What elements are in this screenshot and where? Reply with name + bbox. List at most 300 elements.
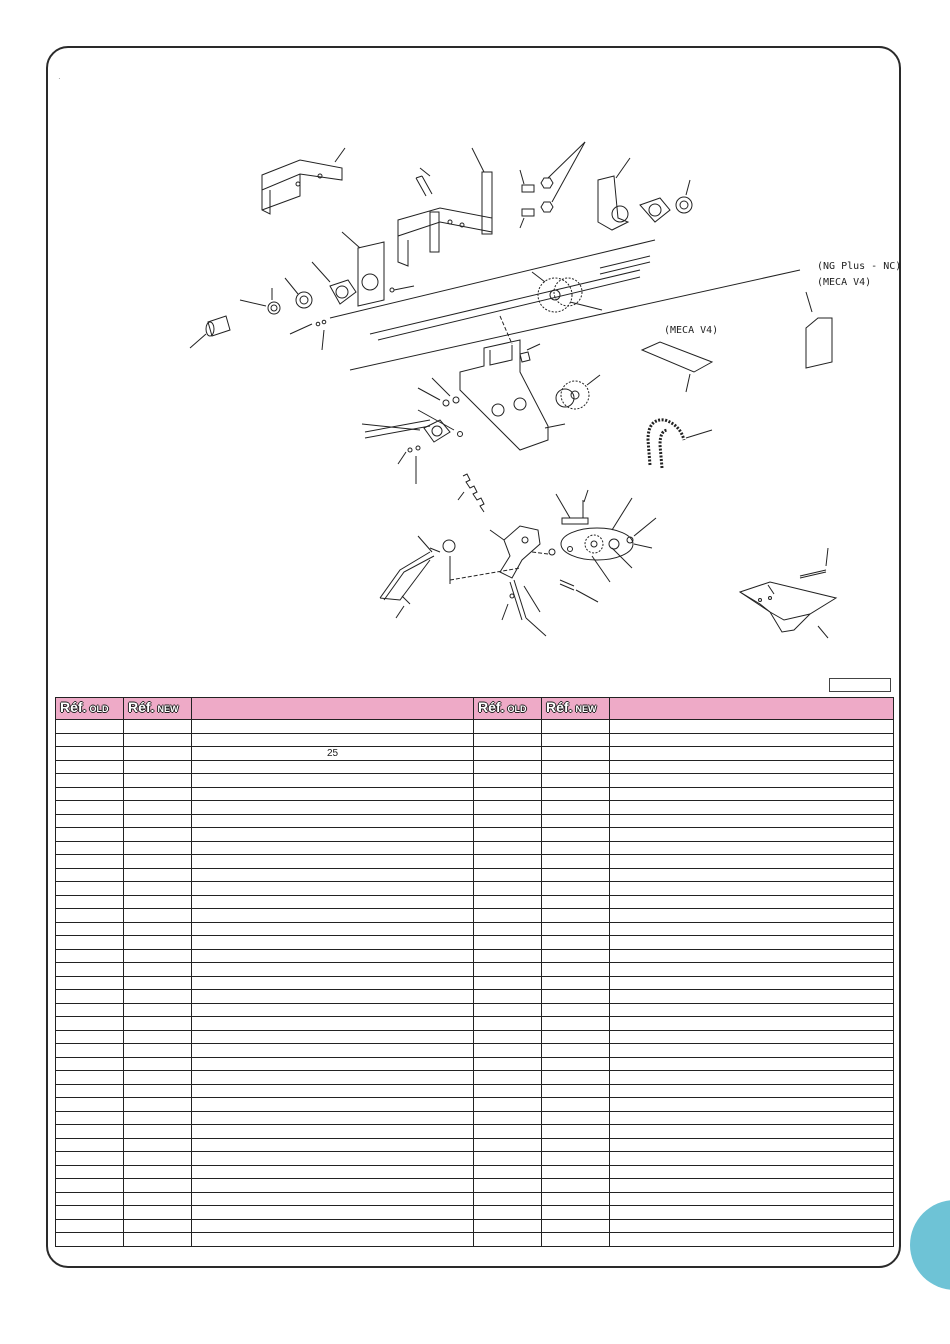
table-cell (192, 1003, 474, 1017)
table-cell (124, 882, 192, 896)
table-cell (474, 909, 542, 923)
table-cell (610, 1219, 894, 1233)
table-cell (192, 1071, 474, 1085)
table-cell (542, 949, 610, 963)
table-cell (610, 1057, 894, 1071)
gearbox-bearing (362, 378, 463, 484)
table-cell (474, 936, 542, 950)
table-cell (474, 1084, 542, 1098)
tension-spring (458, 474, 484, 512)
table-row (56, 1206, 894, 1220)
table-cell (474, 1003, 542, 1017)
table-cell (610, 936, 894, 950)
parts-table-body (56, 720, 894, 1247)
table-cell (192, 1084, 474, 1098)
table-cell (474, 1219, 542, 1233)
table-cell (542, 1044, 610, 1058)
table-row (56, 976, 894, 990)
table-cell (610, 990, 894, 1004)
table-cell (124, 1044, 192, 1058)
table-row (56, 774, 894, 788)
table-cell (610, 1179, 894, 1193)
table-row (56, 841, 894, 855)
table-cell (542, 909, 610, 923)
table-cell (56, 1125, 124, 1139)
table-cell (56, 1219, 124, 1233)
table-row (56, 814, 894, 828)
ng-plus-plate (806, 292, 832, 368)
table-cell (474, 1138, 542, 1152)
parts-table-header (56, 698, 894, 720)
table-cell (474, 1165, 542, 1179)
table-cell (124, 868, 192, 882)
table-cell (192, 1179, 474, 1193)
table-cell (610, 1098, 894, 1112)
col-ref-old-left: Réf. OLD (56, 698, 124, 720)
table-cell (542, 1192, 610, 1206)
pin-sprocket-group (532, 490, 656, 582)
table-cell (610, 733, 894, 747)
table-cell (192, 841, 474, 855)
table-cell (610, 1071, 894, 1085)
table-cell (192, 990, 474, 1004)
table-cell (124, 801, 192, 815)
table-row (56, 990, 894, 1004)
table-row (56, 1152, 894, 1166)
table-cell (610, 1192, 894, 1206)
table-row (56, 720, 894, 734)
table-cell (192, 1017, 474, 1031)
table-cell (124, 949, 192, 963)
table-cell (124, 1030, 192, 1044)
table-row (56, 1138, 894, 1152)
table-cell (542, 936, 610, 950)
table-cell (610, 922, 894, 936)
table-cell (124, 787, 192, 801)
table-cell (542, 1125, 610, 1139)
meca-v4-plate (642, 342, 712, 392)
label-ng-plus-nc: (NG Plus - NC) (817, 261, 902, 272)
table-cell (124, 1057, 192, 1071)
table-cell (192, 949, 474, 963)
table-cell (542, 747, 610, 761)
table-cell (56, 787, 124, 801)
table-cell (124, 1165, 192, 1179)
table-cell (192, 1152, 474, 1166)
table-cell (474, 747, 542, 761)
shaft-sprocket (532, 272, 602, 312)
table-cell (542, 855, 610, 869)
hopper-shoe (740, 548, 836, 638)
col-description-left (192, 698, 474, 720)
table-cell (474, 720, 542, 734)
table-row (56, 1057, 894, 1071)
table-cell (542, 720, 610, 734)
table-cell (56, 922, 124, 936)
table-cell (56, 760, 124, 774)
table-cell (610, 855, 894, 869)
table-cell (124, 760, 192, 774)
table-cell (56, 1111, 124, 1125)
table-row (56, 868, 894, 882)
table-cell (124, 720, 192, 734)
table-cell (610, 895, 894, 909)
table-cell (56, 1206, 124, 1220)
table-cell (610, 814, 894, 828)
table-cell (610, 1044, 894, 1058)
table-cell (56, 1057, 124, 1071)
table-cell (542, 1071, 610, 1085)
lever-assembly (380, 536, 520, 618)
table-cell (56, 1030, 124, 1044)
table-cell (542, 1152, 610, 1166)
table-cell (474, 828, 542, 842)
table-cell (124, 841, 192, 855)
table-cell (542, 1030, 610, 1044)
label-meca-v4-mid: (MECA V4) (664, 325, 719, 336)
table-cell (56, 1084, 124, 1098)
table-row (56, 936, 894, 950)
table-row (56, 855, 894, 869)
table-cell (542, 895, 610, 909)
table-cell (542, 976, 610, 990)
reference-box (829, 678, 891, 692)
table-cell (542, 1138, 610, 1152)
table-cell (192, 1030, 474, 1044)
table-cell (474, 963, 542, 977)
table-cell (192, 760, 474, 774)
table-cell (124, 1084, 192, 1098)
table-cell (124, 963, 192, 977)
table-row (56, 882, 894, 896)
table-cell (610, 747, 894, 761)
table-cell (56, 1098, 124, 1112)
table-cell (542, 733, 610, 747)
table-cell (474, 1098, 542, 1112)
table-cell (56, 1071, 124, 1085)
table-cell (56, 733, 124, 747)
table-cell (124, 895, 192, 909)
table-cell (56, 1179, 124, 1193)
table-cell (474, 976, 542, 990)
table-cell (474, 1233, 542, 1247)
table-row (56, 1003, 894, 1017)
table-cell (56, 1003, 124, 1017)
table-row (56, 828, 894, 842)
table-cell (542, 774, 610, 788)
table-cell (56, 720, 124, 734)
table-cell (542, 787, 610, 801)
table-cell (610, 1003, 894, 1017)
table-cell (56, 909, 124, 923)
table-cell (474, 1192, 542, 1206)
table-row (56, 1111, 894, 1125)
table-cell (542, 1017, 610, 1031)
table-cell (192, 895, 474, 909)
gear-cluster (545, 375, 600, 428)
corner-marker: · (58, 74, 61, 83)
table-cell (56, 828, 124, 842)
parts-table (55, 697, 894, 1247)
table-cell (610, 787, 894, 801)
table-cell (124, 1071, 192, 1085)
table-cell (610, 1152, 894, 1166)
table-cell (474, 1125, 542, 1139)
table-cell (474, 760, 542, 774)
table-cell (542, 1206, 610, 1220)
table-cell (610, 828, 894, 842)
top-bolts (520, 142, 585, 228)
table-cell (124, 976, 192, 990)
table-cell (474, 868, 542, 882)
table-row (56, 801, 894, 815)
table-cell (124, 814, 192, 828)
label-meca-v4-right: (MECA V4) (817, 277, 872, 288)
table-row (56, 787, 894, 801)
table-cell (56, 1192, 124, 1206)
table-cell (56, 949, 124, 963)
table-cell (542, 1165, 610, 1179)
table-row (56, 1165, 894, 1179)
table-row (56, 1179, 894, 1193)
table-cell (474, 855, 542, 869)
table-cell (542, 963, 610, 977)
table-cell (192, 855, 474, 869)
table-cell (542, 841, 610, 855)
table-cell (124, 922, 192, 936)
col-ref-old-right: Réf. OLD (474, 698, 542, 720)
table-cell (610, 949, 894, 963)
fork-bracket (490, 526, 598, 636)
top-left-bracket (262, 148, 345, 214)
table-cell (124, 855, 192, 869)
table-cell (542, 760, 610, 774)
table-cell (474, 1071, 542, 1085)
table-cell (542, 801, 610, 815)
table-cell (192, 787, 474, 801)
table-cell (56, 882, 124, 896)
col-ref-new-left: Réf. NEW (124, 698, 192, 720)
table-cell (192, 909, 474, 923)
table-cell (610, 720, 894, 734)
table-cell (542, 828, 610, 842)
table-cell (192, 868, 474, 882)
table-cell (124, 1192, 192, 1206)
table-cell (124, 774, 192, 788)
table-cell (610, 1125, 894, 1139)
table-cell (474, 922, 542, 936)
table-cell (610, 1111, 894, 1125)
table-cell (56, 1017, 124, 1031)
table-cell (56, 841, 124, 855)
table-cell (474, 1030, 542, 1044)
table-cell (124, 1138, 192, 1152)
table-cell (192, 922, 474, 936)
table-row (56, 747, 894, 761)
table-cell (192, 963, 474, 977)
table-cell (124, 1179, 192, 1193)
table-cell (542, 1219, 610, 1233)
table-cell (192, 720, 474, 734)
table-cell (192, 936, 474, 950)
table-row (56, 1192, 894, 1206)
table-cell (474, 774, 542, 788)
table-cell (56, 1165, 124, 1179)
table-cell (542, 1179, 610, 1193)
table-cell (610, 1030, 894, 1044)
table-cell (124, 747, 192, 761)
col-description-right (610, 698, 894, 720)
table-cell (56, 1152, 124, 1166)
table-cell (474, 895, 542, 909)
table-cell (474, 814, 542, 828)
table-cell (610, 868, 894, 882)
table-cell (192, 814, 474, 828)
right-bearing-plate (598, 158, 692, 230)
table-row (56, 949, 894, 963)
table-cell (474, 1111, 542, 1125)
table-cell (56, 1233, 124, 1247)
table-cell (124, 990, 192, 1004)
table-cell (56, 868, 124, 882)
table-cell (474, 1206, 542, 1220)
table-cell (192, 976, 474, 990)
table-cell (124, 909, 192, 923)
table-cell (124, 1152, 192, 1166)
table-row (56, 1098, 894, 1112)
table-cell (192, 1138, 474, 1152)
table-cell (56, 814, 124, 828)
table-cell (192, 1165, 474, 1179)
table-cell (56, 1138, 124, 1152)
table-cell (56, 990, 124, 1004)
table-cell (542, 1003, 610, 1017)
table-row (56, 1044, 894, 1058)
table-cell (192, 1233, 474, 1247)
table-cell (474, 882, 542, 896)
table-cell (192, 882, 474, 896)
table-cell (610, 801, 894, 815)
table-cell (124, 828, 192, 842)
table-cell (192, 828, 474, 842)
table-cell (192, 1111, 474, 1125)
table-cell (610, 909, 894, 923)
table-row (56, 760, 894, 774)
table-cell (56, 774, 124, 788)
left-bearing-assembly (190, 232, 414, 350)
table-cell (542, 1084, 610, 1098)
table-cell (56, 895, 124, 909)
table-cell (124, 1219, 192, 1233)
table-cell (124, 1017, 192, 1031)
table-cell (474, 787, 542, 801)
central-frame (398, 148, 492, 266)
table-cell (124, 1111, 192, 1125)
table-cell (192, 1044, 474, 1058)
table-cell (192, 733, 474, 747)
table-cell (610, 963, 894, 977)
table-row (56, 1030, 894, 1044)
table-cell (610, 882, 894, 896)
table-row (56, 909, 894, 923)
table-cell (474, 1017, 542, 1031)
table-row (56, 1071, 894, 1085)
table-cell (542, 990, 610, 1004)
table-cell (610, 760, 894, 774)
table-cell (474, 1044, 542, 1058)
table-cell (124, 1233, 192, 1247)
table-row (56, 733, 894, 747)
col-ref-new-right: Réf. NEW (542, 698, 610, 720)
table-cell (474, 801, 542, 815)
table-cell (124, 1003, 192, 1017)
table-row (56, 1233, 894, 1247)
table-cell (542, 868, 610, 882)
table-row (56, 1017, 894, 1031)
table-cell (56, 936, 124, 950)
table-cell (192, 774, 474, 788)
table-cell (192, 1192, 474, 1206)
table-cell (542, 814, 610, 828)
table-cell (610, 976, 894, 990)
table-cell (542, 1233, 610, 1247)
table-cell (192, 1206, 474, 1220)
table-cell (192, 801, 474, 815)
table-cell (474, 1057, 542, 1071)
table-cell (56, 976, 124, 990)
main-shaft (330, 240, 800, 438)
table-row (56, 922, 894, 936)
table-row (56, 895, 894, 909)
table-cell (610, 1017, 894, 1031)
table-cell (192, 1057, 474, 1071)
table-cell (124, 733, 192, 747)
table-cell (542, 882, 610, 896)
table-cell (124, 1206, 192, 1220)
table-cell (610, 1084, 894, 1098)
table-cell (474, 1179, 542, 1193)
table-cell (542, 922, 610, 936)
table-cell (474, 949, 542, 963)
table-row (56, 1084, 894, 1098)
table-cell-visible-value: 25 (192, 747, 474, 761)
table-cell (542, 1111, 610, 1125)
table-cell (610, 841, 894, 855)
table-cell (192, 1219, 474, 1233)
table-cell (474, 733, 542, 747)
table-row (56, 1125, 894, 1139)
table-cell (610, 774, 894, 788)
table-cell (192, 1098, 474, 1112)
page-tab-marker (910, 1200, 950, 1290)
table-cell (56, 855, 124, 869)
drive-chain (648, 420, 712, 468)
table-cell (56, 747, 124, 761)
table-cell (474, 990, 542, 1004)
table-cell (610, 1233, 894, 1247)
table-cell (542, 1057, 610, 1071)
table-cell (474, 841, 542, 855)
table-cell (542, 1098, 610, 1112)
table-cell (474, 1152, 542, 1166)
table-cell (124, 1125, 192, 1139)
table-cell (610, 1138, 894, 1152)
table-cell (124, 1098, 192, 1112)
table-cell (124, 936, 192, 950)
table-row (56, 1219, 894, 1233)
table-row (56, 963, 894, 977)
table-cell (56, 963, 124, 977)
